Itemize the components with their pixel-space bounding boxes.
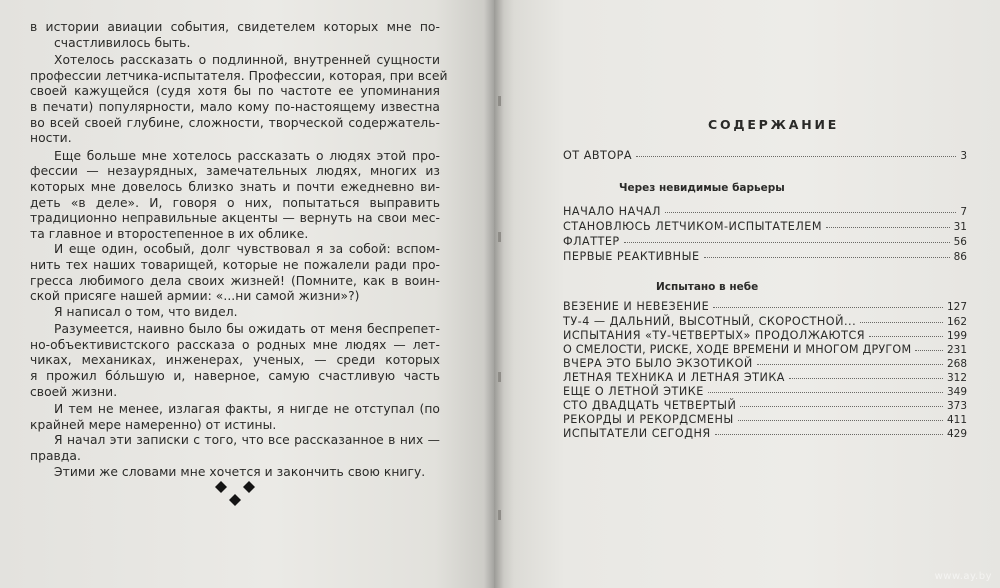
toc-entry[interactable]	[563, 235, 967, 249]
toc-entry-label: ЕЩЕ О ЛЕТНОЙ ЭТИКЕ	[563, 385, 704, 398]
text-line: Я написал о том, что видел.	[54, 304, 238, 319]
toc-entry-intro[interactable]	[563, 149, 967, 163]
text-line: профессии летчика-испытателя. Профессии, которая, при всей	[30, 68, 448, 83]
toc-entry[interactable]	[563, 399, 967, 413]
text-line: традиционно неправильные акценты — вернуть на свои мес-	[30, 211, 440, 226]
text-line: Разумеется, наивно было бы ожидать от меня беспрепет-	[54, 322, 440, 337]
toc-section-heading: Через невидимые барьеры	[619, 182, 785, 194]
toc-entry[interactable]	[563, 343, 967, 357]
text-line: нить тех наших товарищей, которые не пожалели ради про-	[30, 257, 440, 272]
right-page	[494, 0, 1000, 588]
text-line: Еще больше мне хотелось рассказать о людях этой про-	[54, 148, 440, 163]
text-line: Хотелось рассказать о подлинной, внутренней сущности	[54, 53, 440, 68]
toc-page-number: 7	[960, 206, 967, 218]
toc-page-number: 162	[946, 316, 967, 328]
toc-entry-label: ПЕРВЫЕ РЕАКТИВНЫЕ	[563, 250, 700, 263]
watermark: www.ay.by	[934, 571, 992, 582]
text-line: Я начал эти записки с того, что все рассказанное в них —	[54, 433, 440, 448]
toc-leader-dots	[713, 307, 943, 308]
toc-leader-dots	[860, 322, 943, 323]
left-page-text	[30, 20, 448, 480]
text-line: крайней мере намеренно) от истины.	[30, 417, 277, 432]
toc-section-heading: Испытано в небе	[656, 281, 759, 293]
text-line: своей жизни.	[30, 384, 118, 399]
toc-entry-label: ВЕЗЕНИЕ И НЕВЕЗЕНИЕ	[563, 300, 710, 313]
toc-entry[interactable]	[563, 220, 967, 234]
toc-entry[interactable]	[563, 427, 967, 441]
toc-page-number: 127	[946, 301, 967, 313]
toc-entry[interactable]	[563, 315, 967, 329]
toc-entry-label: О СМЕЛОСТИ, РИСКЕ, ХОДЕ ВРЕМЕНИ И МНОГОМ ДРУГОМ	[563, 343, 912, 356]
toc-page-number: 349	[946, 386, 967, 398]
toc-entry[interactable]	[563, 371, 967, 385]
text-line: чиках, механиках, инженерах, ученых, — среди которых	[30, 353, 440, 368]
toc-entry-label: РЕКОРДЫ И РЕКОРДСМЕНЫ	[563, 413, 734, 426]
toc-leader-dots	[757, 364, 943, 365]
toc-entry-label: СТО ДВАДЦАТЬ ЧЕТВЕРТЫЙ	[563, 399, 737, 412]
toc-page-number: 31	[953, 221, 967, 233]
binding-stitch	[498, 372, 501, 382]
toc-entry-label: ВЧЕРА ЭТО БЫЛО ЭКЗОТИКОЙ	[563, 357, 753, 370]
toc-leader-dots	[738, 420, 943, 421]
toc-entry-label: СТАНОВЛЮСЬ ЛЕТЧИКОМ-ИСПЫТАТЕЛЕМ	[563, 220, 823, 233]
toc-page-number: 429	[946, 428, 967, 440]
toc-entry-label: ФЛАТТЕР	[563, 235, 620, 248]
text-line: деть «в деле». И, говоря о них, попытаться выправить	[30, 195, 440, 210]
toc-entry-label: ОТ АВТОРА	[563, 149, 633, 162]
toc-entry-label: ТУ-4 — ДАЛЬНИЙ, ВЫСОТНЫЙ, СКОРОСТНОЙ...	[563, 315, 857, 328]
text-line: И еще один, особый, долг чувствовал я за собой: вспом-	[54, 242, 440, 257]
text-line: но-объективистского рассказа о родных мне людях — лет-	[30, 337, 440, 352]
toc-leader-dots	[915, 350, 943, 351]
text-line: которых мне довелось близко знать и почти ежедневно ви-	[30, 179, 440, 194]
toc-entry-label: ИСПЫТАНИЯ «ТУ-ЧЕТВЕРТЫХ» ПРОДОЛЖАЮТСЯ	[563, 329, 866, 342]
toc-page-number: 56	[953, 236, 967, 248]
toc-entry-label: ИСПЫТАТЕЛИ СЕГОДНЯ	[563, 427, 711, 440]
text-line: в печати) популярности, мало кому по-настоящему известна	[30, 99, 440, 114]
toc-entry[interactable]	[563, 413, 967, 427]
toc-page-number: 199	[946, 330, 967, 342]
text-line: Этими же словами мне хочется и закончить свою книгу.	[54, 464, 426, 479]
binding-stitch	[498, 96, 501, 106]
toc-page-number: 268	[946, 358, 967, 370]
text-line: своей кажущейся (судя хотя бы по частоте ее упоминания	[30, 84, 440, 99]
toc-page-number: 231	[946, 344, 967, 356]
toc-leader-dots	[624, 242, 950, 243]
toc-entry[interactable]	[563, 205, 967, 219]
text-line: ности.	[30, 131, 72, 146]
toc-page-number: 373	[946, 400, 967, 412]
text-line: ской присяге нашей армии: «...ни самой жизни»?)	[30, 289, 360, 304]
toc-title: СОДЕРЖАНИЕ	[708, 117, 840, 132]
binding-stitch	[498, 232, 501, 242]
toc-leader-dots	[665, 212, 956, 213]
text-line: та главное и второстепенное в их облике.	[30, 226, 309, 241]
toc-page-number: 3	[960, 150, 967, 162]
text-line: во всей своей глубине, сложности, творческой содержатель-	[30, 115, 440, 130]
toc-leader-dots	[715, 434, 943, 435]
toc-page-number: 86	[953, 251, 967, 263]
toc-entry[interactable]	[563, 385, 967, 399]
toc-leader-dots	[704, 257, 950, 258]
binding-stitch	[498, 510, 501, 520]
text-line: счастливилось быть.	[54, 35, 191, 50]
toc-leader-dots	[826, 227, 950, 228]
book-gutter	[484, 0, 504, 588]
toc-entry-label: НАЧАЛО НАЧАЛ	[563, 205, 661, 218]
toc-leader-dots	[740, 406, 943, 407]
toc-entry[interactable]	[563, 250, 967, 264]
text-line: гресса любимого дела своих жизней! (Помните, как в воин-	[30, 273, 440, 288]
toc-leader-dots	[869, 336, 943, 337]
text-line: в истории авиации события, свидетелем которых мне по-	[30, 20, 440, 34]
text-line: я прожил бо́льшую и, наверное, самую счастливую часть	[30, 369, 440, 384]
toc-entry[interactable]	[563, 329, 967, 343]
toc-leader-dots	[789, 378, 943, 379]
toc-page-number: 411	[946, 414, 967, 426]
diamond-ornament-icon	[212, 478, 258, 510]
text-line: фессии — незаурядных, замечательных людях, многих из	[30, 164, 440, 179]
toc-leader-dots	[636, 156, 956, 157]
toc-entry[interactable]	[563, 357, 967, 371]
toc-entry-label: ЛЕТНАЯ ТЕХНИКА И ЛЕТНАЯ ЭТИКА	[563, 371, 785, 384]
text-line: правда.	[30, 449, 81, 464]
text-line: И тем не менее, излагая факты, я нигде не отступал (по	[54, 402, 440, 417]
toc-entry[interactable]	[563, 300, 967, 314]
left-page	[0, 0, 494, 588]
toc-leader-dots	[708, 392, 943, 393]
toc-page-number: 312	[946, 372, 967, 384]
